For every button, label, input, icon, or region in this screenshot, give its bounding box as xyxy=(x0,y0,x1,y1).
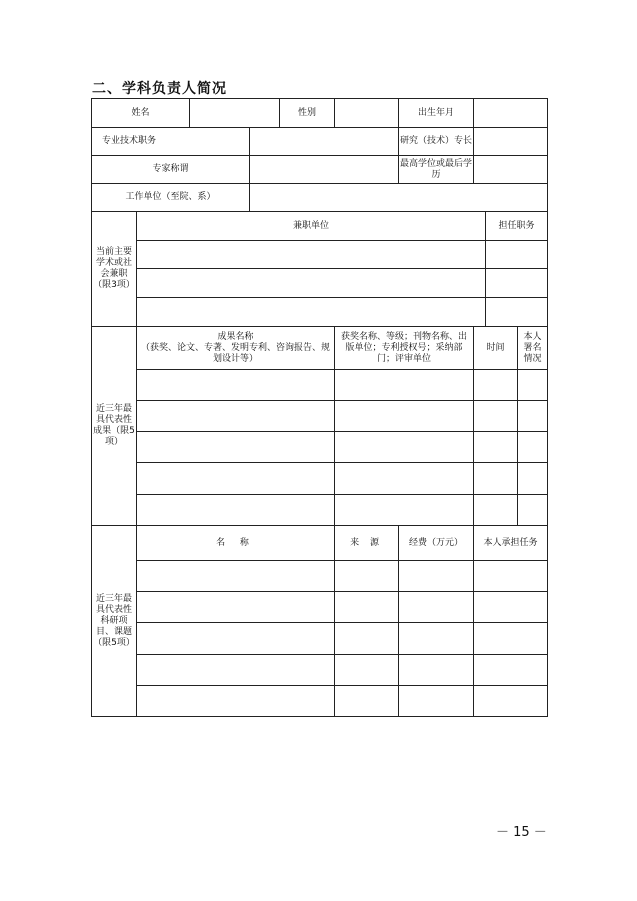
degree-value-cell[interactable] xyxy=(474,156,548,184)
achievement-sign-cell[interactable] xyxy=(518,370,548,401)
name-value-cell[interactable] xyxy=(190,99,280,128)
project-funding-cell[interactable] xyxy=(399,623,474,655)
concurrent-side-label: 当前主要学术或社会兼职（限3项） xyxy=(92,212,137,327)
projects-col-name: 名 称 xyxy=(137,526,335,561)
project-name-cell[interactable] xyxy=(137,623,335,655)
achievement-award-cell[interactable] xyxy=(335,432,474,463)
project-name-cell[interactable] xyxy=(137,592,335,623)
achievement-award-cell[interactable] xyxy=(335,463,474,495)
project-source-cell[interactable] xyxy=(335,623,399,655)
project-funding-cell[interactable] xyxy=(399,592,474,623)
research-label: 研究（技术）专长 xyxy=(399,128,474,156)
concurrent-position-cell[interactable] xyxy=(486,241,548,269)
achievements-col-name-line1: 成果名称 xyxy=(217,331,254,342)
achievement-name-cell[interactable] xyxy=(137,432,335,463)
birth-value-cell[interactable] xyxy=(474,99,548,128)
concurrent-unit-cell[interactable] xyxy=(137,241,486,269)
achievements-col-award: 获奖名称、等级；刊物名称、出版单位；专利授权号；采纳部门；评审单位 xyxy=(335,327,474,370)
concurrent-col-unit: 兼职单位 xyxy=(137,212,486,241)
project-task-cell[interactable] xyxy=(474,592,548,623)
achievement-sign-cell[interactable] xyxy=(518,432,548,463)
concurrent-unit-cell[interactable] xyxy=(137,298,486,327)
gender-value-cell[interactable] xyxy=(335,99,399,128)
project-task-cell[interactable] xyxy=(474,623,548,655)
expert-label: 专家称谓 xyxy=(92,156,250,184)
achievement-time-cell[interactable] xyxy=(474,495,518,526)
achievement-time-cell[interactable] xyxy=(474,370,518,401)
achievement-time-cell[interactable] xyxy=(474,463,518,495)
section-title: 二、学科负责人简况 xyxy=(92,81,227,97)
birth-label: 出生年月 xyxy=(399,99,474,128)
projects-col-funding: 经费（万元） xyxy=(399,526,474,561)
workplace-label: 工作单位（至院、系） xyxy=(92,184,250,212)
expert-value-cell[interactable] xyxy=(250,156,399,184)
name-label: 姓名 xyxy=(92,99,190,128)
project-task-cell[interactable] xyxy=(474,686,548,717)
title-label: 专业技术职务 xyxy=(92,128,250,156)
achievement-award-cell[interactable] xyxy=(335,370,474,401)
project-funding-cell[interactable] xyxy=(399,686,474,717)
achievement-award-cell[interactable] xyxy=(335,495,474,526)
achievements-col-time: 时间 xyxy=(474,327,518,370)
achievement-name-cell[interactable] xyxy=(137,463,335,495)
research-value-cell[interactable] xyxy=(474,128,548,156)
achievement-sign-cell[interactable] xyxy=(518,401,548,432)
concurrent-position-cell[interactable] xyxy=(486,269,548,298)
concurrent-unit-cell[interactable] xyxy=(137,269,486,298)
achievement-name-cell[interactable] xyxy=(137,370,335,401)
achievement-sign-cell[interactable] xyxy=(518,463,548,495)
workplace-value-cell[interactable] xyxy=(250,184,548,212)
project-name-cell[interactable] xyxy=(137,561,335,592)
projects-col-source: 来 源 xyxy=(335,526,399,561)
achievement-time-cell[interactable] xyxy=(474,432,518,463)
page-number: － 15 － xyxy=(496,825,547,840)
projects-col-task: 本人承担任务 xyxy=(474,526,548,561)
achievements-col-sign: 本人署名情况 xyxy=(518,327,548,370)
achievements-side-label: 近三年最具代表性成果（限5项） xyxy=(92,327,137,526)
project-source-cell[interactable] xyxy=(335,686,399,717)
projects-side-label: 近三年最具代表性科研项目、课题（限5项） xyxy=(92,526,137,717)
achievement-sign-cell[interactable] xyxy=(518,495,548,526)
degree-label: 最高学位或最后学历 xyxy=(399,156,474,184)
project-funding-cell[interactable] xyxy=(399,561,474,592)
leader-profile-table xyxy=(91,98,548,717)
project-source-cell[interactable] xyxy=(335,561,399,592)
project-funding-cell[interactable] xyxy=(399,655,474,686)
project-task-cell[interactable] xyxy=(474,561,548,592)
achievement-name-cell[interactable] xyxy=(137,401,335,432)
achievement-award-cell[interactable] xyxy=(335,401,474,432)
project-source-cell[interactable] xyxy=(335,592,399,623)
achievements-col-name-line2: （获奖、论文、专著、发明专利、咨询报告、规划设计等） xyxy=(141,342,331,364)
achievement-time-cell[interactable] xyxy=(474,401,518,432)
achievements-col-name xyxy=(137,327,335,370)
gender-label: 性别 xyxy=(280,99,335,128)
project-name-cell[interactable] xyxy=(137,686,335,717)
project-name-cell[interactable] xyxy=(137,655,335,686)
project-task-cell[interactable] xyxy=(474,655,548,686)
concurrent-position-cell[interactable] xyxy=(486,298,548,327)
achievement-name-cell[interactable] xyxy=(137,495,335,526)
title-value-cell[interactable] xyxy=(250,128,399,156)
project-source-cell[interactable] xyxy=(335,655,399,686)
concurrent-col-position: 担任职务 xyxy=(486,212,548,241)
